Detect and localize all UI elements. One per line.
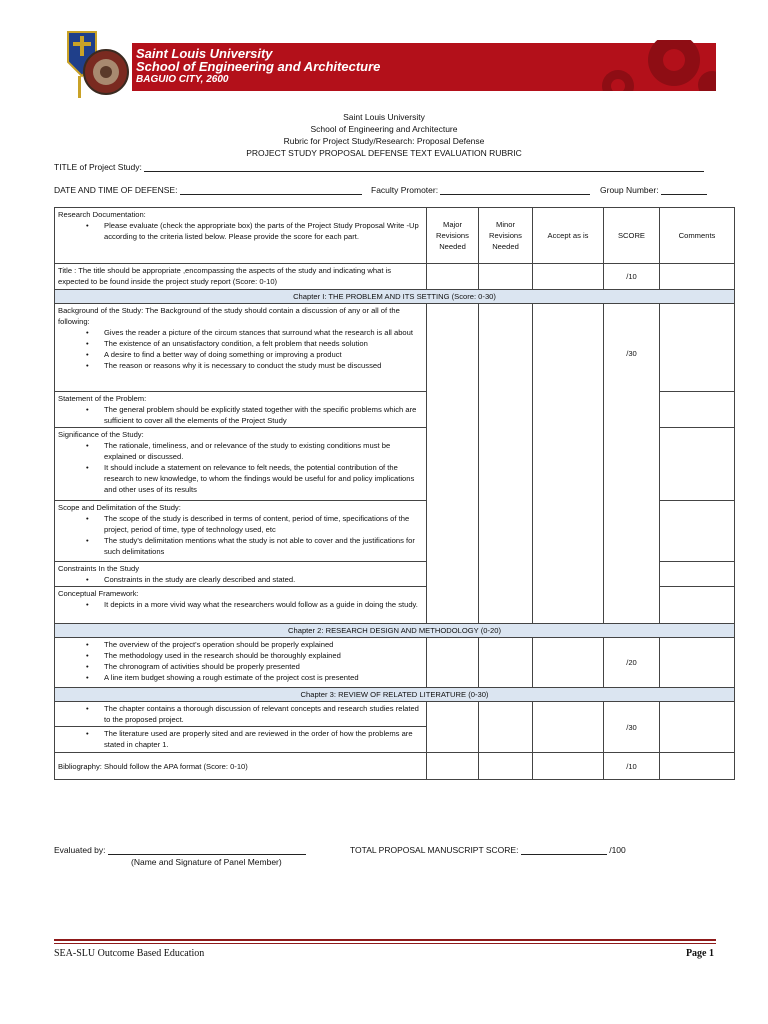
banner-city: BAGUIO CITY, 2600 bbox=[136, 74, 229, 85]
significance-comments[interactable] bbox=[660, 428, 735, 501]
ch1-major-box[interactable] bbox=[427, 304, 479, 624]
ch3-minor-box[interactable] bbox=[479, 702, 533, 753]
title-field bbox=[54, 162, 704, 172]
university-seal-icon bbox=[54, 20, 134, 100]
constraints-list bbox=[58, 574, 423, 585]
scope-bullet: • The scope of the study is described in terms of content, period of time, specifications of the project, period of time, type of technology used, etc bbox=[104, 513, 423, 535]
rubric-table bbox=[54, 207, 735, 780]
framework-list bbox=[58, 599, 423, 610]
significance-bullet: • It should include a statement on relevance to felt needs, the potential contribution of the research to new knowledge, to whom the findings would be useful for and policy implications and other uses of its results bbox=[104, 462, 423, 495]
group-field-line[interactable] bbox=[661, 185, 707, 195]
intro-list bbox=[58, 220, 423, 242]
date-field bbox=[54, 185, 362, 195]
bib-accept-box[interactable] bbox=[533, 753, 604, 780]
footer-rule-bottom bbox=[54, 943, 716, 944]
title-accept-box[interactable] bbox=[533, 264, 604, 290]
evaluated-by bbox=[54, 845, 306, 855]
statement-cell bbox=[55, 392, 427, 428]
total-line[interactable] bbox=[521, 845, 607, 855]
constraints-cell bbox=[55, 562, 427, 587]
chapter2-list bbox=[58, 639, 423, 683]
framework-comments[interactable] bbox=[660, 587, 735, 624]
ch2-comments[interactable] bbox=[660, 638, 735, 688]
group-field-label: Group Number: bbox=[600, 185, 659, 195]
statement-list bbox=[58, 404, 423, 426]
background-list bbox=[58, 327, 423, 371]
background-comments[interactable] bbox=[660, 304, 735, 392]
evaluated-caption: (Name and Signature of Panel Member) bbox=[131, 857, 282, 867]
intro-heading: Research Documentation: bbox=[58, 210, 146, 219]
title-comments[interactable] bbox=[660, 264, 735, 290]
chapter2-bullet: • A line item budget showing a rough estimate of the project cost is presented bbox=[104, 672, 423, 683]
background-bullet: • The reason or reasons why it is necessary to conduct the study must be discussed bbox=[104, 360, 423, 371]
background-row bbox=[55, 304, 735, 392]
background-bullet: • Gives the reader a picture of the circum stances that surround what the research is all about bbox=[104, 327, 423, 338]
page-number: Page 1 bbox=[685, 948, 714, 959]
scope-heading: Scope and Delimitation of the Study: bbox=[58, 503, 181, 512]
ch1-minor-box[interactable] bbox=[479, 304, 533, 624]
col-major: Major Revisions Needed bbox=[427, 208, 479, 264]
ch2-major-box[interactable] bbox=[427, 638, 479, 688]
chapter2-cell bbox=[55, 638, 427, 688]
framework-bullet: • It depicts in a more vivid way what the researchers would follow as a guide in doing the study. bbox=[104, 599, 423, 610]
chapter3-bullet: • The chapter contains a thorough discussion of relevant concepts and research studies related to the proposed project. bbox=[104, 703, 423, 725]
promoter-field bbox=[371, 185, 590, 195]
ch3-accept-box[interactable] bbox=[533, 702, 604, 753]
chapter2-bullet: • The chronogram of activities should be properly presented bbox=[104, 661, 423, 672]
ch3-major-box[interactable] bbox=[427, 702, 479, 753]
chapter1-band bbox=[55, 290, 735, 304]
promoter-field-label: Faculty Promoter: bbox=[371, 185, 439, 195]
chapter3-cell-2 bbox=[55, 727, 427, 753]
bib-major-box[interactable] bbox=[427, 753, 479, 780]
chapter2-row bbox=[55, 638, 735, 688]
ch1-score[interactable] bbox=[604, 304, 660, 624]
date-field-line[interactable] bbox=[180, 185, 362, 195]
chapter1-heading: Chapter I: THE PROBLEM AND ITS SETTING (Score: 0-30) bbox=[55, 290, 735, 304]
doc-header-school: School of Engineering and Architecture bbox=[310, 124, 458, 134]
statement-heading: Statement of the Problem: bbox=[58, 394, 147, 403]
scope-bullet: • The study's delimitation mentions what the study is not able to cover and the justifications for such delimitations bbox=[104, 535, 423, 557]
framework-heading: Conceptual Framework: bbox=[58, 589, 139, 598]
ch2-accept-box[interactable] bbox=[533, 638, 604, 688]
banner-university: Saint Louis University bbox=[136, 46, 273, 61]
group-field bbox=[600, 185, 707, 195]
background-bullet: • A desire to find a better way of doing something or improving a product bbox=[104, 349, 423, 360]
intro-cell bbox=[55, 208, 427, 264]
chapter3-cell-1 bbox=[55, 702, 427, 727]
ch1-score-text: /30 bbox=[626, 349, 637, 358]
ch2-minor-box[interactable] bbox=[479, 638, 533, 688]
bib-minor-box[interactable] bbox=[479, 753, 533, 780]
col-accept: Accept as is bbox=[533, 208, 604, 264]
doc-header-rubric: Rubric for Project Study/Research: Proposal Defense bbox=[283, 136, 485, 146]
chapter2-bullet: • The overview of the project's operation should be properly explained bbox=[104, 639, 423, 650]
ch1-accept-box[interactable] bbox=[533, 304, 604, 624]
banner-school: School of Engineering and Architecture bbox=[136, 59, 381, 74]
chapter3-band bbox=[55, 688, 735, 702]
background-heading: Background of the Study: The Background of the study should contain a discussion of any or all of the following: bbox=[58, 306, 400, 326]
scope-list bbox=[58, 513, 423, 557]
ch3-comments[interactable] bbox=[660, 702, 735, 753]
total-score bbox=[350, 845, 626, 855]
statement-comments[interactable] bbox=[660, 392, 735, 428]
col-comments: Comments bbox=[660, 208, 735, 264]
doc-header-university: Saint Louis University bbox=[343, 112, 425, 122]
scope-comments[interactable] bbox=[660, 501, 735, 562]
background-cell bbox=[55, 304, 427, 392]
title-field-line[interactable] bbox=[144, 162, 704, 172]
constraints-comments[interactable] bbox=[660, 562, 735, 587]
scope-cell bbox=[55, 501, 427, 562]
bib-comments[interactable] bbox=[660, 753, 735, 780]
chapter3-list-1 bbox=[58, 703, 423, 725]
framework-cell bbox=[55, 587, 427, 624]
intro-bullet: • Please evaluate (check the appropriate box) the parts of the Project Study Proposal Write -Up according to the criteria listed below. Please provide the score for each part. bbox=[104, 220, 423, 242]
col-minor: Minor Revisions Needed bbox=[479, 208, 533, 264]
evaluated-line[interactable] bbox=[108, 845, 306, 855]
bibliography-row bbox=[55, 753, 735, 780]
promoter-field-line[interactable] bbox=[440, 185, 590, 195]
chapter3-row-1 bbox=[55, 702, 735, 727]
background-bullet: • The existence of an unsatisfactory condition, a felt problem that needs solution bbox=[104, 338, 423, 349]
title-minor-box[interactable] bbox=[479, 264, 533, 290]
significance-cell bbox=[55, 428, 427, 501]
ch3-score[interactable]: /30 bbox=[604, 702, 660, 753]
date-field-label: DATE AND TIME OF DEFENSE: bbox=[54, 185, 178, 195]
constraints-heading: Constraints In the Study bbox=[58, 564, 140, 573]
ch2-score[interactable]: /20 bbox=[604, 638, 660, 688]
total-suffix: /100 bbox=[609, 845, 626, 855]
chapter3-heading: Chapter 3: REVIEW OF RELATED LITERATURE (0-30) bbox=[55, 688, 735, 702]
title-score[interactable]: /10 bbox=[604, 264, 660, 290]
footer-left: SEA-SLU Outcome Based Education bbox=[54, 948, 205, 959]
title-major-box[interactable] bbox=[427, 264, 479, 290]
constraints-bullet: • Constraints in the study are clearly described and stated. bbox=[104, 574, 423, 585]
header-banner bbox=[54, 20, 716, 100]
chapter3-list-2 bbox=[58, 728, 423, 750]
footer-rule-top bbox=[54, 939, 716, 941]
bib-score[interactable]: /10 bbox=[604, 753, 660, 780]
title-criterion: Title : The title should be appropriate ,encompassing the aspects of the study and indicating what is expected to be found inside the project study report (Score: 0-10) bbox=[55, 264, 427, 290]
title-row bbox=[55, 264, 735, 290]
significance-list bbox=[58, 440, 423, 495]
header-row bbox=[55, 208, 735, 264]
total-label: TOTAL PROPOSAL MANUSCRIPT SCORE: bbox=[350, 845, 519, 855]
title-field-label: TITLE of Project Study: bbox=[54, 162, 142, 172]
statement-bullet: • The general problem should be explicitly stated together with the specific problems which are sufficient to cover all the elements of the Project Study bbox=[104, 404, 423, 426]
col-score: SCORE bbox=[604, 208, 660, 264]
chapter2-heading: Chapter 2: RESEARCH DESIGN AND METHODOLOGY (0-20) bbox=[55, 624, 735, 638]
significance-bullet: • The rationale, timeliness, and or relevance of the study to existing conditions must be explained or discussed. bbox=[104, 440, 423, 462]
evaluated-label: Evaluated by: bbox=[54, 845, 106, 855]
bibliography-criterion: Bibliography: Should follow the APA format (Score: 0-10) bbox=[55, 753, 427, 780]
chapter2-band bbox=[55, 624, 735, 638]
chapter2-bullet: • The methodology used in the research should be thoroughly explained bbox=[104, 650, 423, 661]
significance-heading: Significance of the Study: bbox=[58, 430, 144, 439]
doc-title: PROJECT STUDY PROPOSAL DEFENSE TEXT EVALUATION RUBRIC bbox=[246, 148, 522, 158]
gear-graphic-icon bbox=[534, 40, 716, 91]
chapter3-bullet: • The literature used are properly sited and are reviewed in the order of how the problems are stated in chapter 1. bbox=[104, 728, 423, 750]
banner-text bbox=[136, 47, 380, 86]
